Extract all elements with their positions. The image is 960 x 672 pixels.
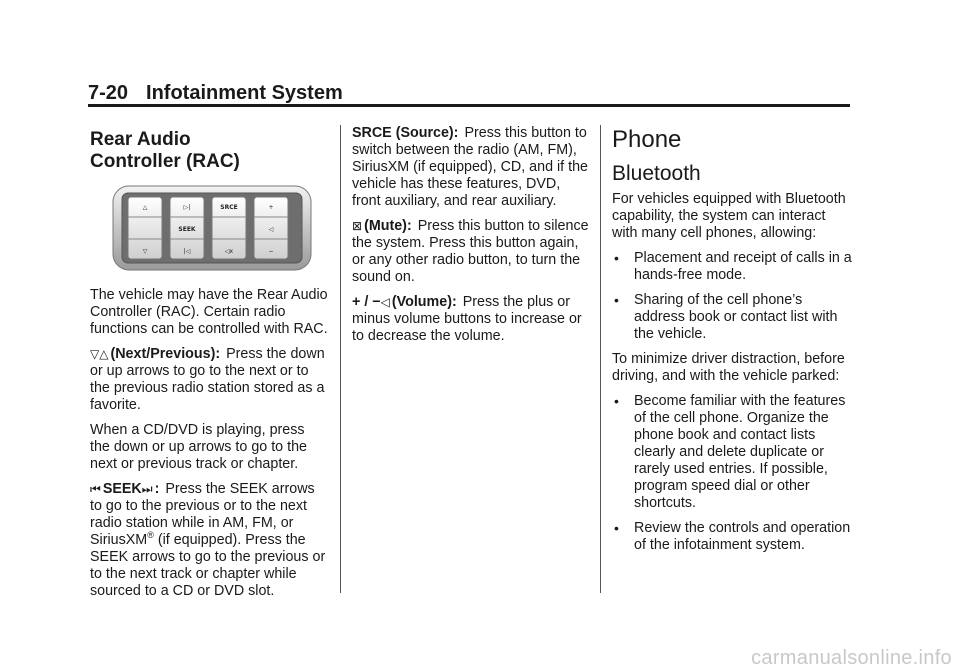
next-prev-paragraph: ▽△ (Next/Previous): Press the down or up arrows to go to the next or to the previous radio station stored as a favorite. — [90, 346, 325, 413]
distraction-paragraph: To minimize driver distraction, before driving, and with the vehicle parked: — [612, 351, 845, 384]
rac-seek-label: SEEK — [178, 226, 196, 233]
next-prev-arrows-icon: ▽△ — [90, 347, 109, 361]
list-item: • Become familiar with the features of the cell phone. Organize the phone book and contact lists clearly and delete duplicate or rarely used entries. If possible, program speed dial or other shortcuts. — [612, 393, 852, 512]
rac-intro: The vehicle may have the Rear Audio Controller (RAC). Certain radio functions can be controlled with RAC. — [90, 287, 328, 337]
mute-icon: ⊠ — [352, 219, 363, 233]
rac-down-label: ▽ — [142, 248, 148, 255]
column-divider — [340, 125, 341, 593]
rac-srce-label: SRCE — [220, 204, 238, 211]
volume-label: + / −◁ (Volume): — [352, 294, 457, 310]
section-title-line1: Rear Audio — [90, 129, 191, 150]
rac-seek-prev-label: |◁ — [183, 248, 191, 255]
rac-minus-label: − — [268, 248, 274, 255]
volume-icon: ◁ — [380, 295, 390, 309]
volume-paragraph: + / −◁ (Volume): Press the plus or minus volume buttons to increase or to decrease the volume. — [352, 294, 582, 344]
next-prev-label: ▽△ (Next/Previous): — [90, 346, 221, 362]
column-divider — [600, 125, 601, 593]
rac-up-label: △ — [142, 204, 148, 211]
rac-vol-label: ◁ — [268, 226, 274, 233]
section-title-line2: Controller (RAC) — [90, 151, 240, 172]
column-1 — [90, 125, 328, 608]
rac-seek-next-label: ▷| — [183, 204, 191, 211]
srce-label: SRCE (Source): — [352, 125, 459, 141]
srce-paragraph: SRCE (Source): Press this button to switch between the radio (AM, FM), SiriusXM (if equipped), CD, and if the vehicle has these features, DVD, front auxiliary, and rear auxiliary. — [352, 125, 589, 209]
mute-paragraph: ⊠ (Mute): Press this button to silence the system. Press this button again, or any other radio button, to turn the sound on. — [352, 218, 589, 285]
subsection-title-bluetooth: Bluetooth — [612, 162, 701, 185]
rac-controller-illustration — [112, 185, 312, 271]
page-header — [88, 82, 343, 105]
bluetooth-intro: For vehicles equipped with Bluetooth capability, the system can interact with many cell phones, allowing: — [612, 191, 846, 241]
registered-mark: ® — [147, 530, 154, 541]
rac-mute-label: ◁x — [224, 248, 234, 255]
list-item: • Review the controls and operation of the infotainment system. — [612, 520, 852, 554]
list-item: • Placement and receipt of calls in a hands-free mode. — [612, 250, 852, 284]
section-title-rac — [90, 129, 328, 173]
mute-label: ⊠ (Mute): — [352, 218, 412, 234]
preparation-list — [612, 393, 852, 554]
rac-plus-label: + — [268, 204, 274, 211]
watermark: carmanualsonline.info — [751, 647, 952, 669]
chapter-title: Infotainment System — [146, 82, 343, 104]
seek-forward-icon: ⏭ — [141, 482, 153, 496]
bluetooth-capabilities-list — [612, 250, 852, 343]
list-item: • Sharing of the cell phone’s address book or contact list with the vehicle. — [612, 292, 852, 343]
column-3 — [612, 125, 852, 562]
column-2 — [352, 125, 592, 353]
cd-dvd-paragraph: When a CD/DVD is playing, press the down or up arrows to go to the next or previous track or chapter. — [90, 422, 307, 472]
page-number: 7-20 — [88, 82, 129, 104]
seek-back-icon: ⏮ — [90, 482, 101, 496]
seek-paragraph: ⏮ SEEK⏭ : Press the SEEK arrows to go to the previous or to the next radio station while in AM, FM, or SiriusXM® (if equipped). Press the SEEK arrows to go to the previous or to the next track or chapter while sourced to a CD or DVD slot. — [90, 481, 326, 599]
seek-label: ⏮ SEEK⏭ : — [90, 481, 160, 497]
header-rule — [88, 104, 850, 107]
section-title-phone: Phone — [612, 126, 682, 153]
